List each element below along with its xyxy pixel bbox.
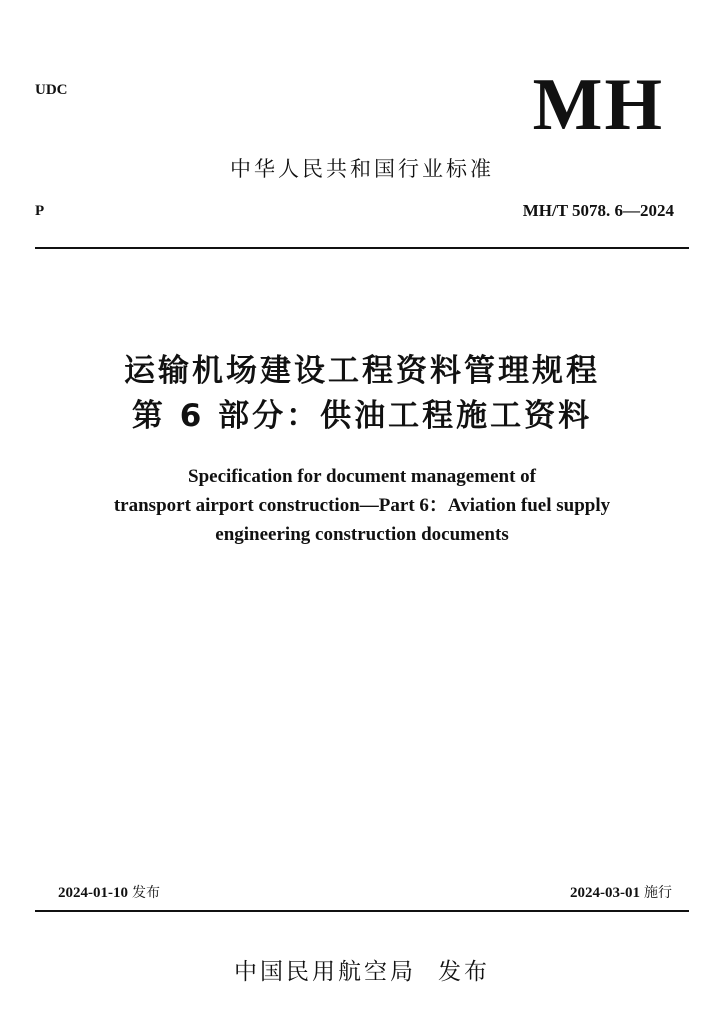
issue-date-block [58, 882, 160, 902]
title-en-line2: transport airport construction—Part 6：Aviation fuel supply [113, 495, 611, 516]
title-en-line1: Specification for document management of [188, 466, 536, 487]
classification-code: P [35, 203, 45, 219]
top-divider [35, 247, 689, 249]
implement-date: 2024-03-01 [570, 885, 640, 901]
mh-logo: MH [532, 64, 664, 146]
industry-standard-title: 中华人民共和国行业标准 [230, 157, 494, 181]
issue-label: 发布 [132, 885, 160, 901]
title-en-line3: engineering construction documents [215, 524, 509, 545]
title-cn-line1: 运输机场建设工程资料管理规程 [124, 353, 600, 389]
title-cn-line2: 第 6 部分：供油工程施工资料 [131, 398, 593, 434]
publisher-line [0, 953, 724, 986]
udc-label: UDC [35, 82, 68, 98]
implement-date-block [570, 882, 672, 902]
issue-date: 2024-01-10 [58, 885, 128, 901]
publish-label: 发布 [438, 959, 490, 985]
standard-number: MH/T 5078. 6—2024 [522, 201, 674, 220]
title-en [0, 462, 724, 549]
implement-label: 施行 [644, 885, 672, 901]
publisher-name: 中国民用航空局 [234, 959, 416, 985]
bottom-divider [35, 910, 689, 912]
